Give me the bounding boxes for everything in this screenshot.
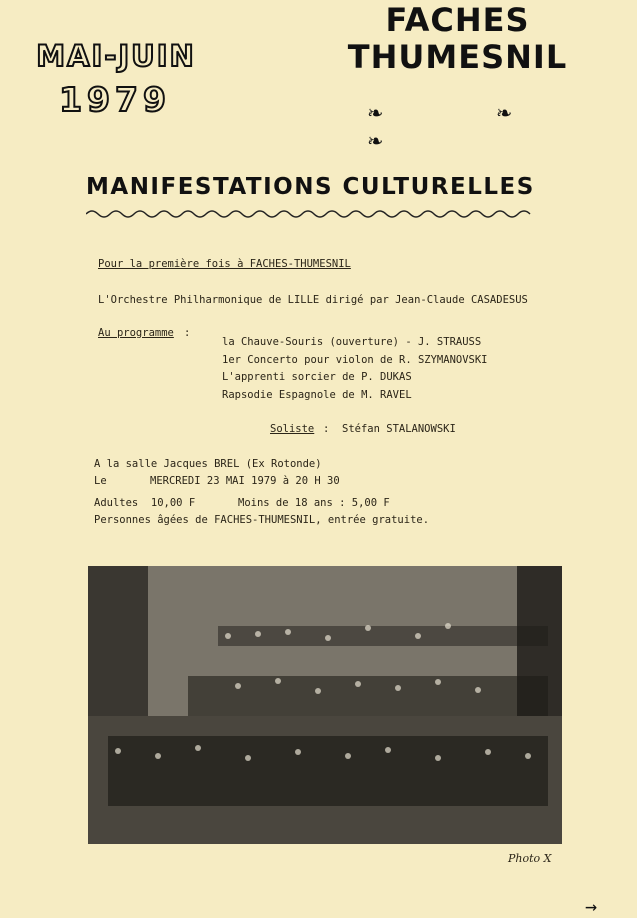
page-title: MANIFESTATIONS CULTURELLES [86,174,535,200]
header-year: 1979 [59,80,171,119]
header-date: MAI-JUIN [36,39,196,73]
orchestra-photo [88,566,562,844]
next-page-arrow-icon: → [585,894,598,918]
program-item: L'apprenti sorcier de P. DUKAS [222,371,412,383]
soloist-name: Stéfan STALANOWSKI [342,423,456,435]
town-line-2: THUMESNIL [347,38,568,76]
seniors-note: Personnes âgées de FACHES-THUMESNIL, entrée gratuite. [94,514,430,526]
program-item: Rapsodie Espagnole de M. RAVEL [222,389,412,401]
venue-date-prefix: Le [94,475,107,487]
orchestra-line: L'Orchestre Philharmonique de LILLE dirigé par Jean-Claude CASADESUS [98,294,528,306]
town-line-1: FACHES [385,1,530,39]
program-item: 1er Concerto pour violon de R. SZYMANOVSKI [222,354,488,366]
program-item: la Chauve-Souris (ouverture) - J. STRAUSS [222,336,482,348]
intro-line: Pour la première fois à FACHES-THUMESNIL [98,258,351,270]
musicians-illustration [88,566,562,844]
wavy-underline [86,208,532,220]
venue-date: MERCREDI 23 MAI 1979 à 20 H 30 [150,475,340,487]
venue-place: A la salle Jacques BREL (Ex Rotonde) [94,458,322,470]
ornament-icon: ❧ ❧ ❧ [368,98,562,154]
price-minors: Moins de 18 ans : 5,00 F [238,497,390,509]
soloist-label: Soliste [270,423,315,435]
price-adults: Adultes 10,00 F [94,497,196,509]
program-label: Au programme [98,327,174,339]
header-town [345,2,570,76]
photo-caption: Photo X [508,852,552,865]
